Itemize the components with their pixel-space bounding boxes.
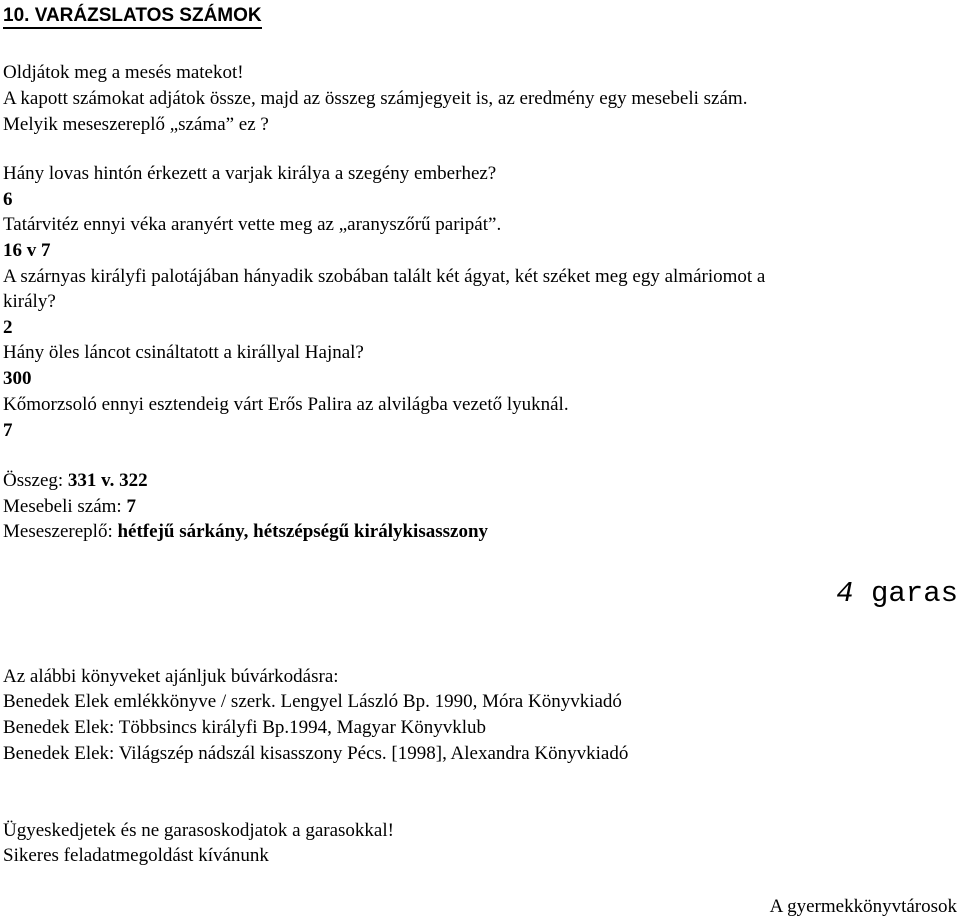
question-5: Kőmorzsoló ennyi esztendeig várt Erős Palira az alvilágba vezető lyuknál. — [3, 394, 569, 415]
number-value: 7 — [126, 496, 136, 517]
sum-line — [3, 470, 148, 492]
book-item-1: Benedek Elek emlékkönyve / szerk. Lengyel László Bp. 1990, Móra Könyvkiadó — [3, 691, 622, 712]
answer-2: 16 v 7 — [3, 240, 51, 261]
answer-5: 7 — [3, 420, 13, 441]
closing-line-2: Sikeres feladatmegoldást kívánunk — [3, 845, 269, 866]
question-3-line-1: A szárnyas királyfi palotájában hányadik szobában talált két ágyat, két széket meg egy almáriomot a — [3, 266, 766, 287]
number-line — [3, 496, 136, 518]
closing-line-1: Ügyeskedjetek és ne garasoskodjatok a garasokkal! — [3, 820, 394, 841]
number-label: Mesebeli szám: — [3, 496, 127, 517]
character-label: Meseszereplő: — [3, 521, 118, 542]
intro-line-3: Melyik meseszereplő „száma” ez ? — [3, 114, 269, 135]
question-4: Hány öles láncot csináltatott a királlyal Hajnal? — [3, 342, 364, 363]
intro-line-1: Oldjátok meg a mesés matekot! — [3, 62, 244, 83]
price-tag — [836, 578, 958, 610]
answer-3: 2 — [3, 317, 13, 338]
question-2: Tatárvitéz ennyi véka aranyért vette meg az „aranyszőrű paripát”. — [3, 214, 502, 235]
character-line — [3, 521, 488, 543]
sum-value: 331 v. 322 — [67, 470, 148, 491]
character-value: hétfejű sárkány, hétszépségű királykisasszony — [117, 521, 489, 542]
question-1: Hány lovas hintón érkezett a varjak királya a szegény emberhez? — [3, 163, 497, 184]
price-unit: garas — [853, 577, 958, 610]
book-item-2: Benedek Elek: Többsincs királyfi Bp.1994, Magyar Könyvklub — [3, 717, 487, 738]
answer-1: 6 — [3, 189, 13, 210]
sum-label: Összeg: — [3, 470, 68, 491]
answer-4: 300 — [3, 368, 32, 389]
price-number: 4 — [836, 577, 854, 610]
question-3-line-2: király? — [3, 291, 56, 312]
intro-line-2: A kapott számokat adjátok össze, majd az összeg számjegyeit is, az eredmény egy mesebeli szám. — [3, 88, 748, 109]
books-heading: Az alábbi könyveket ajánljuk búvárkodásra: — [3, 666, 339, 687]
signature: A gyermekkönyvtárosok — [769, 896, 957, 917]
page-title: 10. VARÁZSLATOS SZÁMOK — [3, 5, 262, 29]
book-item-3: Benedek Elek: Világszép nádszál kisasszony Pécs. [1998], Alexandra Könyvkiadó — [3, 743, 629, 764]
